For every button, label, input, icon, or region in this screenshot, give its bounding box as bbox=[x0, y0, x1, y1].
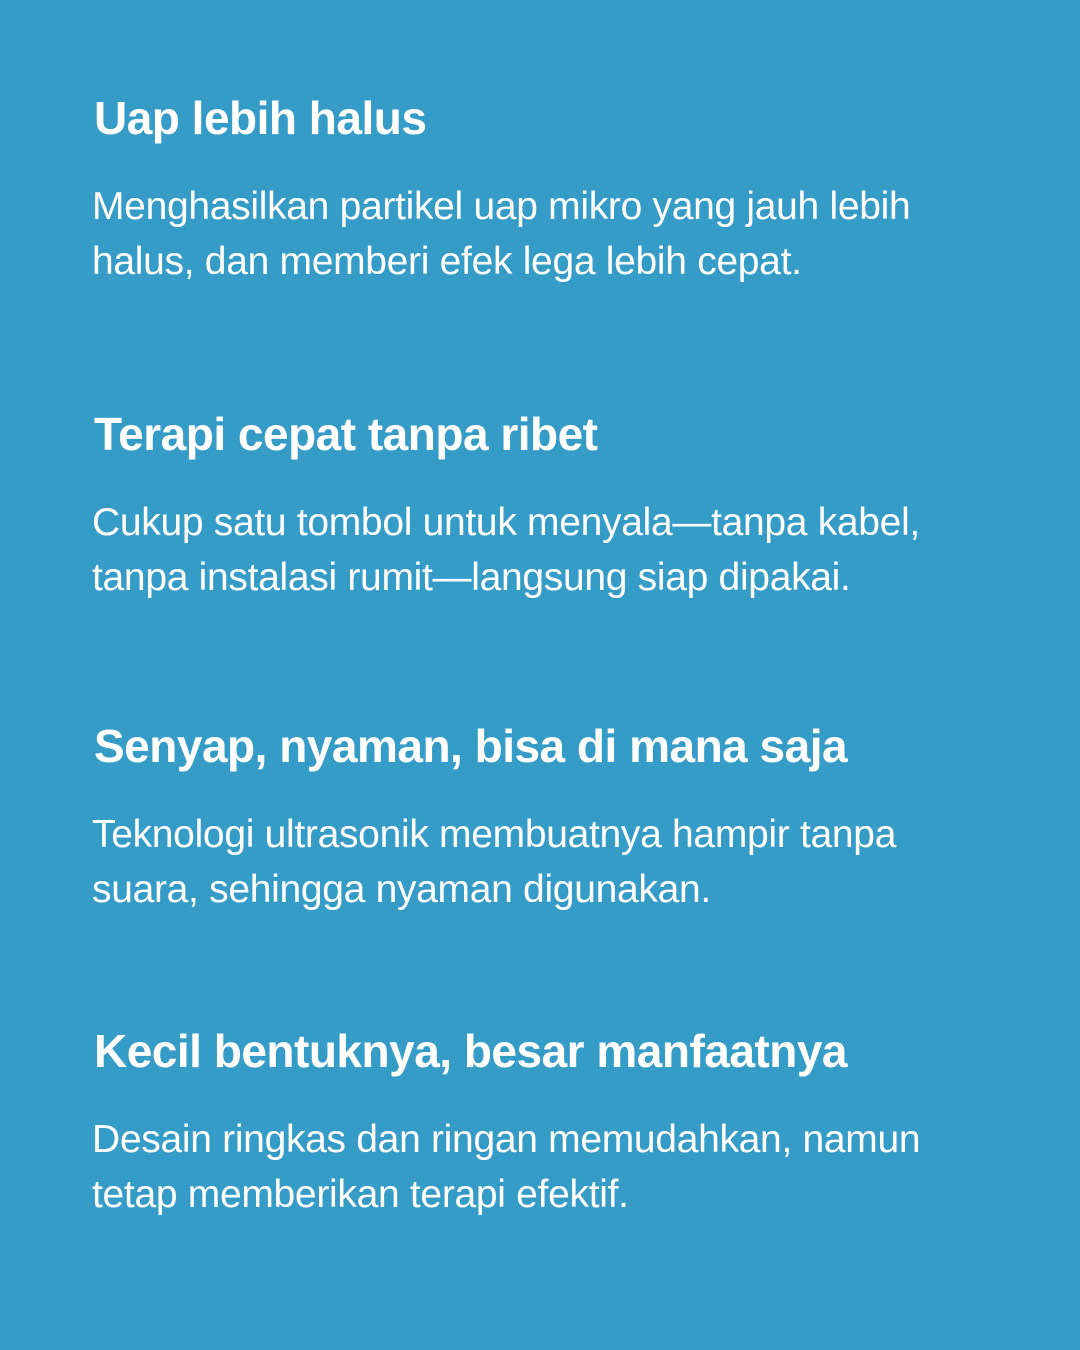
feature-title: Kecil bentuknya, besar manfaatnya bbox=[94, 1025, 848, 1077]
feature-quick-therapy bbox=[94, 407, 994, 605]
feature-fine-vapor bbox=[94, 91, 994, 289]
feature-compact-design bbox=[94, 1024, 994, 1222]
feature-description: Desain ringkas dan ringan memudahkan, namun tetap memberikan terapi efektif. bbox=[92, 1118, 921, 1216]
feature-description: Teknologi ultrasonik membuatnya hampir tanpa suara, sehingga nyaman digunakan. bbox=[92, 813, 897, 911]
feature-description: Cukup satu tombol untuk menyala—tanpa kabel, tanpa instalasi rumit—langsung siap dipakai. bbox=[92, 501, 920, 599]
feature-title: Terapi cepat tanpa ribet bbox=[94, 408, 598, 460]
feature-title: Senyap, nyaman, bisa di mana saja bbox=[94, 720, 848, 772]
feature-description: Menghasilkan partikel uap mikro yang jauh lebih halus, dan memberi efek lega lebih cepat. bbox=[92, 185, 911, 283]
feature-title: Uap lebih halus bbox=[94, 92, 427, 144]
feature-quiet-comfort bbox=[94, 719, 994, 917]
